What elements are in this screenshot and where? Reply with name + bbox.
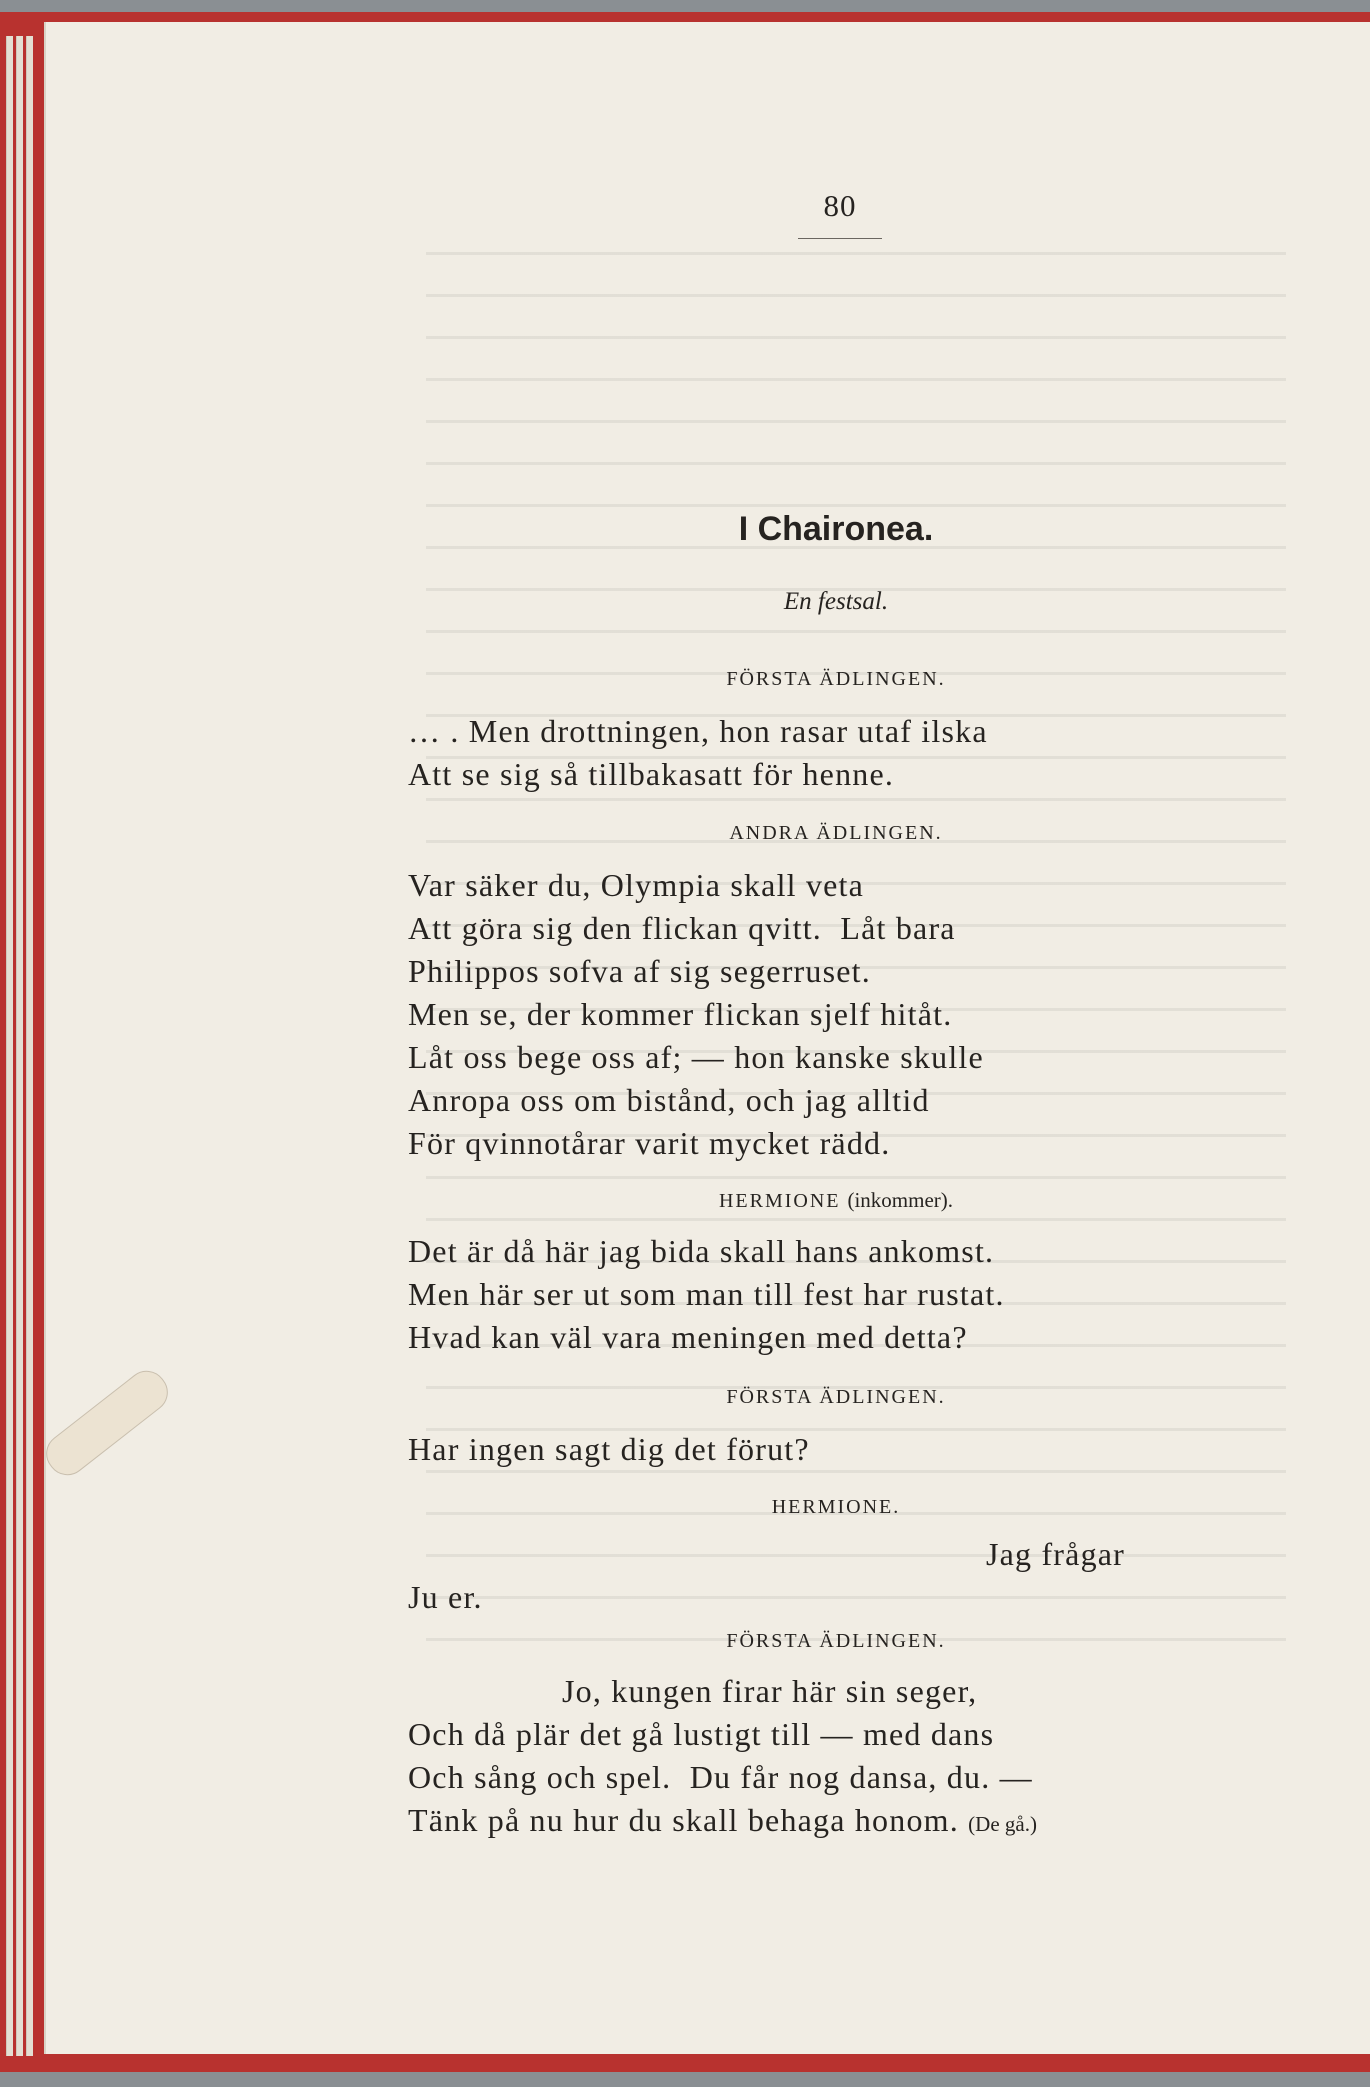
- entrance-note: (inkommer).: [847, 1188, 954, 1212]
- book-page: [44, 22, 1370, 2054]
- page-edge: [6, 36, 13, 2056]
- act-title: I Chaironea.: [738, 510, 934, 548]
- verse-line: Men här ser ut som man till fest har rustat.: [408, 1276, 1005, 1312]
- speaker-name: HERMIONE: [718, 1190, 841, 1212]
- verse-line: För qvinnotårar varit mycket rädd.: [408, 1125, 891, 1161]
- verse-line: Philippos sofva af sig segerruset.: [408, 953, 871, 989]
- verse-line: Jag frågar: [986, 1536, 1126, 1572]
- stage-direction: (De gå.): [968, 1812, 1037, 1836]
- page-number: 80: [823, 188, 857, 223]
- verse-line: Och då plär det gå lustigt till — med dans: [408, 1716, 995, 1752]
- verse-line: … . Men drottningen, hon rasar utaf ilska: [408, 713, 988, 749]
- verse-line: Hvad kan väl vara meningen med detta?: [408, 1319, 968, 1355]
- scene-setting: En festsal.: [783, 588, 889, 615]
- verse-line: Låt oss bege oss af; — hon kanske skulle: [408, 1039, 984, 1075]
- speaker-name: HERMIONE.: [771, 1496, 901, 1518]
- verse-line: Att se sig så tillbakasatt för henne.: [408, 756, 895, 792]
- verse-line: Jo, kungen firar här sin seger,: [562, 1673, 978, 1709]
- speaker-name: FÖRSTA ÄDLINGEN.: [726, 1386, 946, 1408]
- speaker-name: FÖRSTA ÄDLINGEN.: [726, 668, 946, 690]
- speaker-name: FÖRSTA ÄDLINGEN.: [726, 1630, 946, 1652]
- verse-line: Det är då här jag bida skall hans ankomst.: [408, 1233, 995, 1269]
- verse-line: Tänk på nu hur du skall behaga honom.: [408, 1802, 959, 1838]
- page-edge: [16, 36, 23, 2056]
- speaker-name: ANDRA ÄDLINGEN.: [729, 822, 943, 844]
- verse-line-with-stage-direction: [408, 1799, 1188, 1846]
- verse-line: Anropa oss om bistånd, och jag alltid: [408, 1082, 930, 1118]
- page-edge: [26, 36, 33, 2056]
- page-content: [46, 22, 1370, 2054]
- verse-line: Har ingen sagt dig det förut?: [408, 1431, 810, 1467]
- verse-line: Och sång och spel. Du får nog dansa, du. —: [408, 1759, 1033, 1795]
- verse-line: Att göra sig den flickan qvitt. Låt bara: [408, 910, 956, 946]
- speaker-heading: [486, 1188, 1186, 1213]
- verse-line: Men se, der kommer flickan sjelf hitåt.: [408, 996, 953, 1032]
- book-binding: [0, 12, 1370, 2072]
- page-number-rule: [798, 238, 882, 239]
- verse-line: Ju er.: [408, 1579, 483, 1615]
- verse-line: Var säker du, Olympia skall veta: [408, 867, 865, 903]
